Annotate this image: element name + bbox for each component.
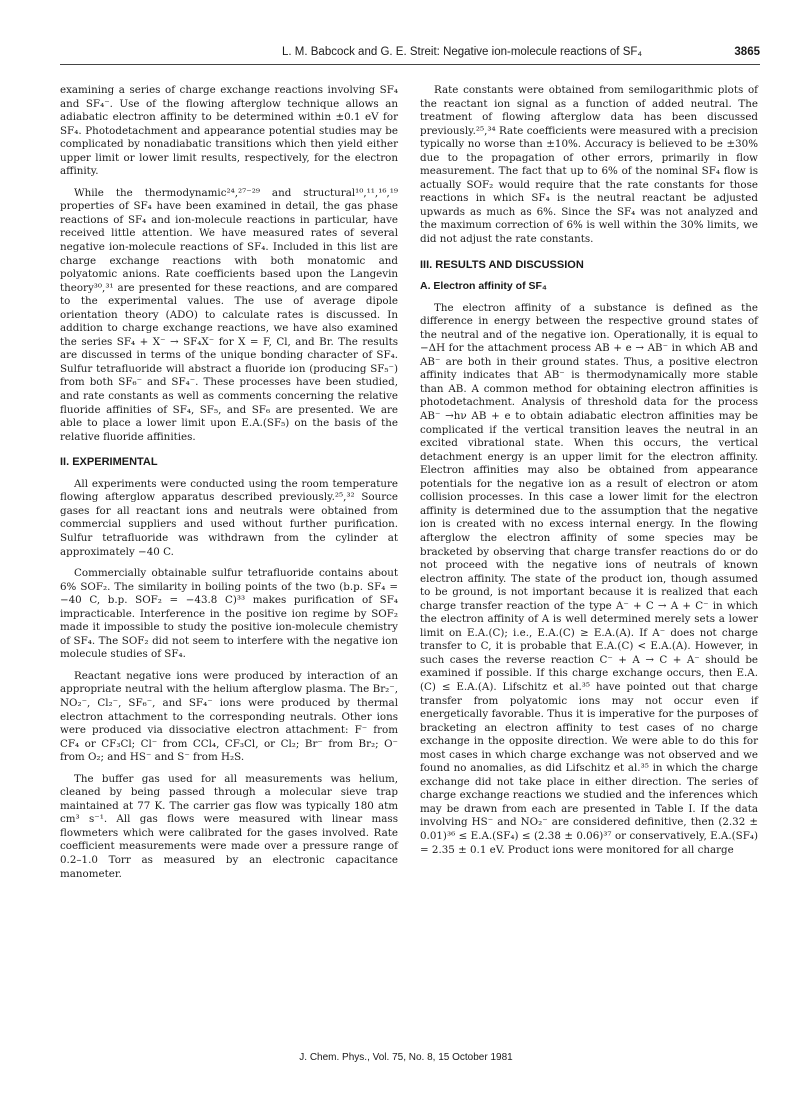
right-column: [420, 84, 758, 865]
paragraph: Rate constants were obtained from semilogarithmic plots of the reactant ion signal as a function of added neutral. The treatment of flowing afterglow data has been discussed previously.²⁵,³⁴ Rate coefficients were measured with a precision typically no worse than ±10%. Accuracy is believed to be ±30% due to the propagation of other errors, primarily in flow measurement. The fact that up to 6% of the nominal SF₄ flow is actually SOF₂ would require that the rate constants for those reactions in which SF₄ is the neutral reactant be adjusted upwards as much as 6%. Since the SF₄ was not analyzed and the maximum correction of 6% is well within the 30% limits, we did not adjust the rate constants.: [420, 84, 758, 246]
subsection-heading: A. Electron affinity of SF₄: [420, 280, 547, 293]
paragraph: While the thermodynamic²⁴,²⁷⁻²⁹ and structural¹⁰,¹¹,¹⁶,¹⁹ properties of SF₄ have been examined in detail, the gas phase reactions of SF₄ and ion-molecule reactions in particular, have received little attention. We have measured rates of several negative ion-molecule reactions of SF₄. Included in this list are charge exchange reactions with both monatomic and polyatomic anions. Rate coefficients based upon the Langevin theory³⁰,³¹ are presented for these reactions, and are compared to the experimental values. The use of average dipole orientation theory (ADO) to calculate rates is discussed. In addition to charge exchange reactions, we have also examined the series SF₄ + X⁻ → SF₄X⁻ for X = F, Cl, and Br. The results are discussed in terms of the unique bonding character of SF₄. Sulfur tetrafluoride will abstract a fluoride ion (producing SF₅⁻) from both SF₆⁻ and SF₄⁻. These processes have been studied, and rate constants as well as comments concerning the relative fluoride affinities of SF₄, SF₅, and SF₆ are presented. We are able to place a lower limit upon E.A.(SF₅) on the basis of the relative fluoride affinities.: [60, 186, 398, 443]
paragraph: Commercially obtainable sulfur tetrafluoride contains about 6% SOF₂. The similarity in boiling points of the two (b.p. SF₄ = −40 C, b.p. SOF₂ = −43.8 C)³³ makes purification of SF₄ impracticable. Interference in the positive ion regime by SOF₂ made it impossible to study the positive ion-molecule chemistry of SF₄. The SOF₂ did not seem to interfere with the negative ion molecule studies of SF₄.: [60, 567, 398, 661]
running-header: [60, 44, 760, 65]
paragraph: The buffer gas used for all measurements was helium, cleaned by being passed through a molecular sieve trap maintained at 77 K. The carrier gas flow was typically 180 atm cm³ s⁻¹. All gas flows were measured with linear mass flowmeters which were calibrated for the gases involved. Rate coefficient measurements were made over a pressure range of 0.2–1.0 Torr as measured by an electronic capacitance manometer.: [60, 772, 398, 880]
paragraph: Reactant negative ions were produced by interaction of an appropriate neutral with the helium afterglow plasma. The Br₂⁻, NO₂⁻, Cl₂⁻, SF₆⁻, and SF₄⁻ ions were produced by thermal electron attachment to the corresponding neutrals. Other ions were produced via dissociative electron attachment: F⁻ from CF₄ or CF₃Cl; Cl⁻ from CCl₄, CF₃Cl, or Cl₂; Br⁻ from Br₂; O⁻ from O₂; and HS⁻ and S⁻ from H₂S.: [60, 669, 398, 764]
paragraph: examining a series of charge exchange reactions involving SF₄ and SF₄⁻. Use of the flowing afterglow technique allows an adiabatic electron affinity to be determined within ±0.1 eV for SF₄. Photodetachment and appearance potential studies may be complicated by nonadiabatic transitions which then yield either upper limit or lower limit results, respectively, for the electron affinity.: [60, 84, 398, 178]
section-heading: III. RESULTS AND DISCUSSION: [420, 258, 584, 271]
page-number: 3865: [734, 46, 760, 58]
section-heading: II. EXPERIMENTAL: [60, 456, 158, 469]
paragraph: The electron affinity of a substance is defined as the difference in energy between the respective ground states of the neutral and of the negative ion. Operationally, it is equal to −ΔH for the attachment process AB + e → AB⁻ in which AB and AB⁻ are both in their ground states. Thus, a positive electron affinity indicates that AB⁻ is thermodynamically more stable than AB. A common method for obtaining electron affinities is photodetachment. Analysis of threshold data for the process AB⁻ →hν AB + e to obtain adiabatic electron affinities may be complicated if the vertical transition leaves the neutral in an excited vibrational state. When this occurs, the vertical detachment energy is an upper limit for the electron affinity. Electron affinities may also be obtained from appearance potentials for the negative ion as a result of electron or atom collision processes. In this case a lower limit for the electron affinity is determined due to the assumption that the negative ion is created with no excess internal energy. In the flowing afterglow the electron affinity of some species may be bracketed by observing that charge transfer reactions do or do not proceed with the negative ions of neutrals of known electron affinity. The state of the product ion, though assumed to be ground, is not important because it is realized that each charge transfer reaction of the type A⁻ + C → A + C⁻ in which the electron affinity of A is well determined merely sets a lower limit on E.A.(C); i.e., E.A.(C) ≥ E.A.(A). If A⁻ does not charge transfer to C, it is probable that E.A.(C) < E.A.(A). However, in such cases the reverse reaction C⁻ + A → C + A⁻ should be examined if possible. If this charge exchange occurs, then E.A.(C) ≤ E.A.(A). Lifschitz et al.³⁵ have pointed out that charge transfer from polyatomic ions may not occur even if energetically favorable. Thus it is imperative for the purposes of bracketing an electron affinity to test cases of no charge exchange in the opposite direction. We were able to do this for most cases in which charge exchange was not observed and we found no anomalies, as did Lifschitz et al.³⁵ in which the charge exchange did not take place in either direction. The series of charge exchange reactions we studied and the inferences which may be drawn from each are presented in Table I. If the data involving HS⁻ and NO₂⁻ are considered definitive, then (2.32 ± 0.01)³⁶ ≤ E.A.(SF₄) ≤ (2.38 ± 0.06)³⁷ or conservatively, E.A.(SF₄) = 2.35 ± 0.1 eV. Product ions were monitored for all charge: [420, 301, 758, 856]
paragraph: All experiments were conducted using the room temperature flowing afterglow apparatus described previously.²⁵,³² Source gases for all reactant ions and neutrals were obtained from commercial suppliers and used without further purification. Sulfur tetrafluoride was withdrawn from the cylinder at approximately −40 C.: [60, 477, 398, 558]
journal-footer: J. Chem. Phys., Vol. 75, No. 8, 15 October 1981: [299, 1052, 513, 1063]
running-title: L. M. Babcock and G. E. Streit: Negative ion-molecule reactions of SF₄: [282, 46, 643, 58]
left-column: [60, 84, 398, 889]
